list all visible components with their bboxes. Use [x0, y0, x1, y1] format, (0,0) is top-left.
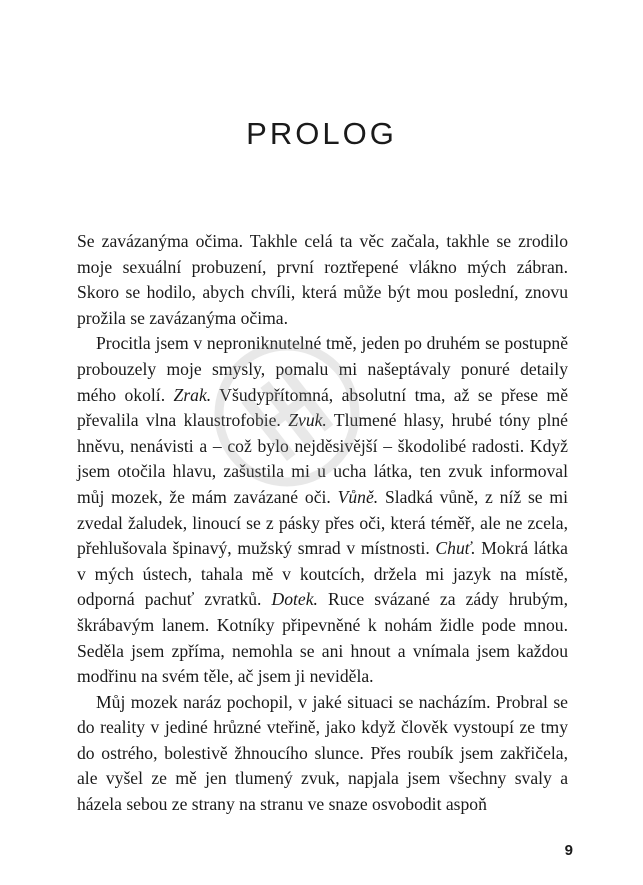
text-run: Ruce svázané za zády hrubým, škrábavým lanem. Kotníky připevněné k nohám židle pode mnou. Seděla jsem zpříma, nemohla se ani hnout a vnímala jsem každou modřinu na svém těle, ač jsem ji neviděla.: [77, 589, 569, 687]
page-number: 9: [564, 842, 573, 859]
chapter-title: PROLOG: [246, 116, 397, 151]
text-run: Můj mozek naráz pochopil, v jaké situaci se nacházím. Probral se do reality v jediné hrůzné vteřině, jako když člověk vystoupí ze tmy do ostrého, bolestivě žhnoucího slunce. Přes roubík jsem zakřičela, ale vyšel ze mě jen tlumený zvuk, napjala jsem všechny svaly a házela sebou ze strany na stranu ve snaze osvobodit aspoň: [77, 691, 568, 815]
paragraph-1: [77, 229, 568, 331]
italic-keyword: Vůně.: [337, 486, 379, 507]
text-run: Se zavázanýma očima. Takhle celá ta věc začala, takhle se zrodilo moje sexuální probuzení, první roztřepené vlákno mých zábran. Skoro se hodilo, abych chvíli, která může být mou poslední, znovu prožila se zavázanýma očima.: [77, 231, 568, 328]
text-run: Procitla jsem v neproniknutelné tmě, jeden po druhém se postupně probouzely moje smysly, pomalu mi našeptávaly ponuré detaily mého okolí.: [77, 333, 568, 405]
italic-keyword: Zrak.: [173, 384, 212, 405]
text-run: Sladká vůně, z níž se mi zvedal žaludek, linoucí se z pásky přes oči, která téměř, ale ne zcela, přehlušovala špinavý, mužský smrad v místnosti.: [77, 486, 568, 559]
text-run: Všudypřítomná, absolutní tma, až se přese mě převalila vlna klaustrofobie.: [77, 384, 568, 431]
italic-keyword: Chuť.: [435, 538, 476, 559]
italic-keyword: Zvuk.: [288, 410, 327, 431]
italic-keyword: Dotek.: [271, 589, 318, 610]
paragraph-2: [77, 331, 568, 689]
text-run: Mokrá látka v mých ústech, tahala mě v koutcích, držela mi jazyk na místě, odporná pachuť zvratků.: [77, 538, 568, 610]
text-run: Tlumené hlasy, hrubé tóny plné hněvu, nenávisti a – což bylo nejděsivější – škodolibé radosti. Když jsem otočila hlavu, zašustila mi u ucha látka, ten zvuk informoval můj mozek, že mám zavázané oči.: [77, 410, 568, 507]
body-text: [77, 229, 568, 818]
paragraph-3: [77, 690, 568, 818]
